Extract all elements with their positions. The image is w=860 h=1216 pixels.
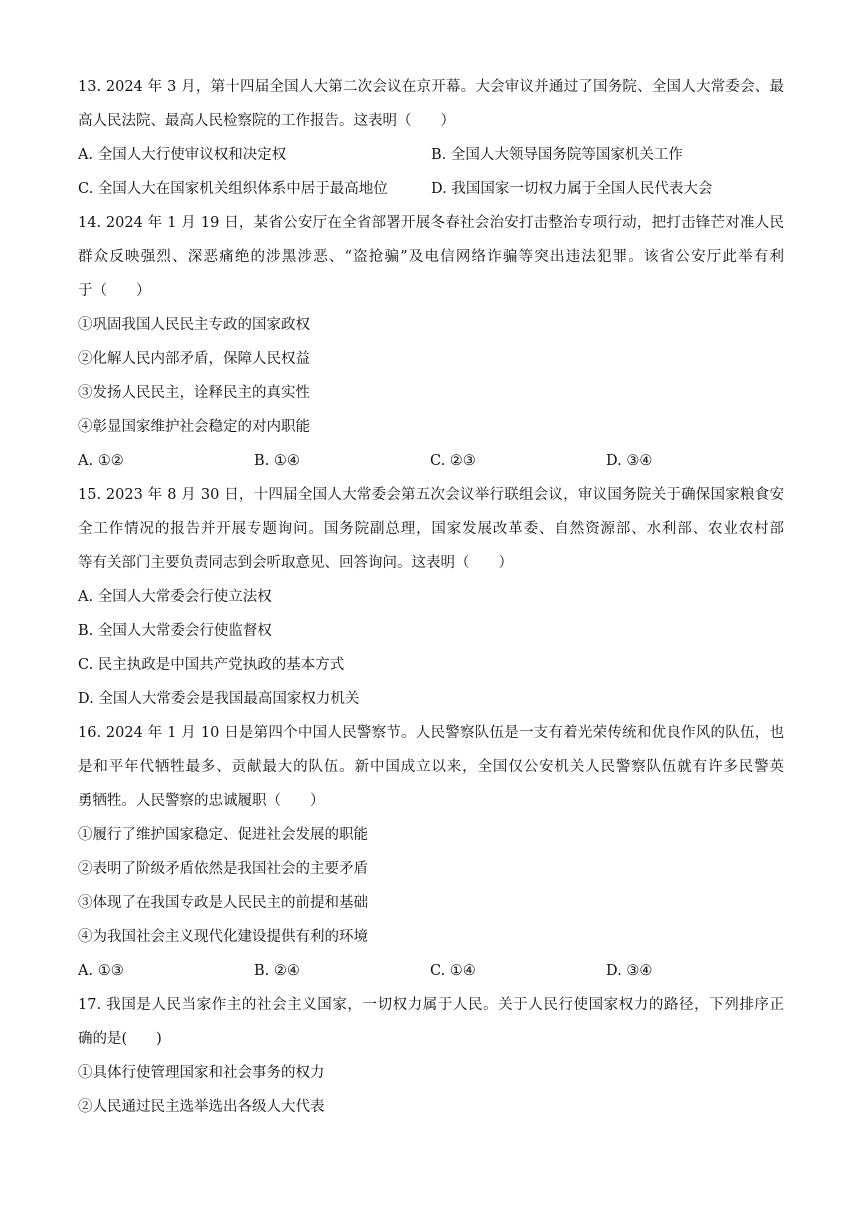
question-17-statement-2: ②人民通过民主选举选出各级人大代表 (78, 1099, 325, 1115)
question-16-stem-line-3: 勇牺牲。人民警察的忠诚履职（ ） (78, 793, 325, 809)
question-16-statement-1: ①履行了维护国家稳定、促进社会发展的职能 (78, 827, 368, 843)
question-15-stem-line-1: 15. 2023 年 8 月 30 日，十四届全国人大常委会第五次会议举行联组会议，审议国务院关于确保国家粮食安 (78, 487, 784, 503)
question-16-stem-line-1: 16. 2024 年 1 月 10 日是第四个中国人民警察节。人民警察队伍是一支有着光荣传统和优良作风的队伍，也 (78, 725, 784, 741)
question-16-statement-2: ②表明了阶级矛盾依然是我国社会的主要矛盾 (78, 861, 368, 877)
question-15-option-b: B. 全国人大常委会行使监督权 (78, 623, 272, 639)
question-16-stem-line-2: 是和平年代牺牲最多、贡献最大的队伍。新中国成立以来，全国仅公安机关人民警察队伍就有许多民警英 (78, 759, 784, 775)
question-15-option-a: A. 全国人大常委会行使立法权 (78, 589, 272, 605)
question-14-option-d: D. ③④ (606, 453, 653, 469)
question-14-stem-line-2: 群众反映强烈、深恶痛绝的涉黑涉恶、“盗抢骗”及电信网络诈骗等突出违法犯罪。该省公安厅此举有利 (78, 249, 784, 265)
question-14-option-b: B. ①④ (254, 453, 300, 469)
question-14-statement-2: ②化解人民内部矛盾，保障人民权益 (78, 351, 310, 367)
question-13-stem-line-1: 13. 2024 年 3 月，第十四届全国人大第二次会议在京开幕。大会审议并通过了国务院、全国人大常委会、最 (78, 79, 784, 95)
exam-page (78, 70, 784, 1124)
question-13-option-d: D. 我国国家一切权力属于全国人民代表大会 (431, 181, 713, 197)
question-15-option-d: D. 全国人大常委会是我国最高国家权力机关 (78, 691, 360, 707)
question-14-stem-line-1: 14. 2024 年 1 月 19 日，某省公安厅在全省部署开展冬春社会治安打击整治专项行动，把打击锋芒对准人民 (78, 215, 784, 231)
question-13-options-row-2 (78, 172, 784, 206)
question-16-option-b: B. ②④ (254, 963, 300, 979)
question-15-stem-line-2: 全工作情况的报告并开展专题询问。国务院副总理，国家发展改革委、自然资源部、水利部、农业农村部 (78, 521, 784, 537)
question-17 (78, 988, 784, 1124)
question-14-option-c: C. ②③ (430, 453, 476, 469)
question-13 (78, 70, 784, 206)
question-13-option-b: B. 全国人大领导国务院等国家机关工作 (431, 147, 683, 163)
question-13-options-row-1 (78, 138, 784, 172)
question-14-statement-1: ①巩固我国人民民主专政的国家政权 (78, 317, 310, 333)
question-16-statement-4: ④为我国社会主义现代化建设提供有利的环境 (78, 929, 368, 945)
question-17-stem-line-1: 17. 我国是人民当家作主的社会主义国家，一切权力属于人民。关于人民行使国家权力的路径，下列排序正 (78, 997, 784, 1013)
question-16-options-row (78, 954, 784, 988)
question-14-statement-4: ④彰显国家维护社会稳定的对内职能 (78, 419, 310, 435)
question-14-statement-3: ③发扬人民民主，诠释民主的真实性 (78, 385, 310, 401)
question-14-stem-line-3: 于（ ） (78, 283, 151, 299)
question-13-stem-line-2: 高人民法院、最高人民检察院的工作报告。这表明（ ） (78, 113, 455, 129)
question-14-option-a: A. ①② (78, 453, 124, 469)
question-17-statement-1: ①具体行使管理国家和社会事务的权力 (78, 1065, 325, 1081)
question-16 (78, 716, 784, 988)
question-16-option-d: D. ③④ (606, 963, 653, 979)
question-13-option-c: C. 全国人大在国家机关组织体系中居于最高地位 (78, 181, 388, 197)
question-15-stem-line-3: 等有关部门主要负责同志到会听取意见、回答询问。这表明（ ） (78, 555, 513, 571)
question-16-option-c: C. ①④ (430, 963, 476, 979)
question-14-options-row (78, 444, 784, 478)
question-15 (78, 478, 784, 716)
question-16-option-a: A. ①③ (78, 963, 124, 979)
question-17-stem-line-2: 确的是( ) (78, 1031, 162, 1047)
question-15-option-c: C. 民主执政是中国共产党执政的基本方式 (78, 657, 345, 673)
question-14 (78, 206, 784, 478)
question-13-option-a: A. 全国人大行使审议权和决定权 (78, 147, 287, 163)
question-16-statement-3: ③体现了在我国专政是人民民主的前提和基础 (78, 895, 368, 911)
